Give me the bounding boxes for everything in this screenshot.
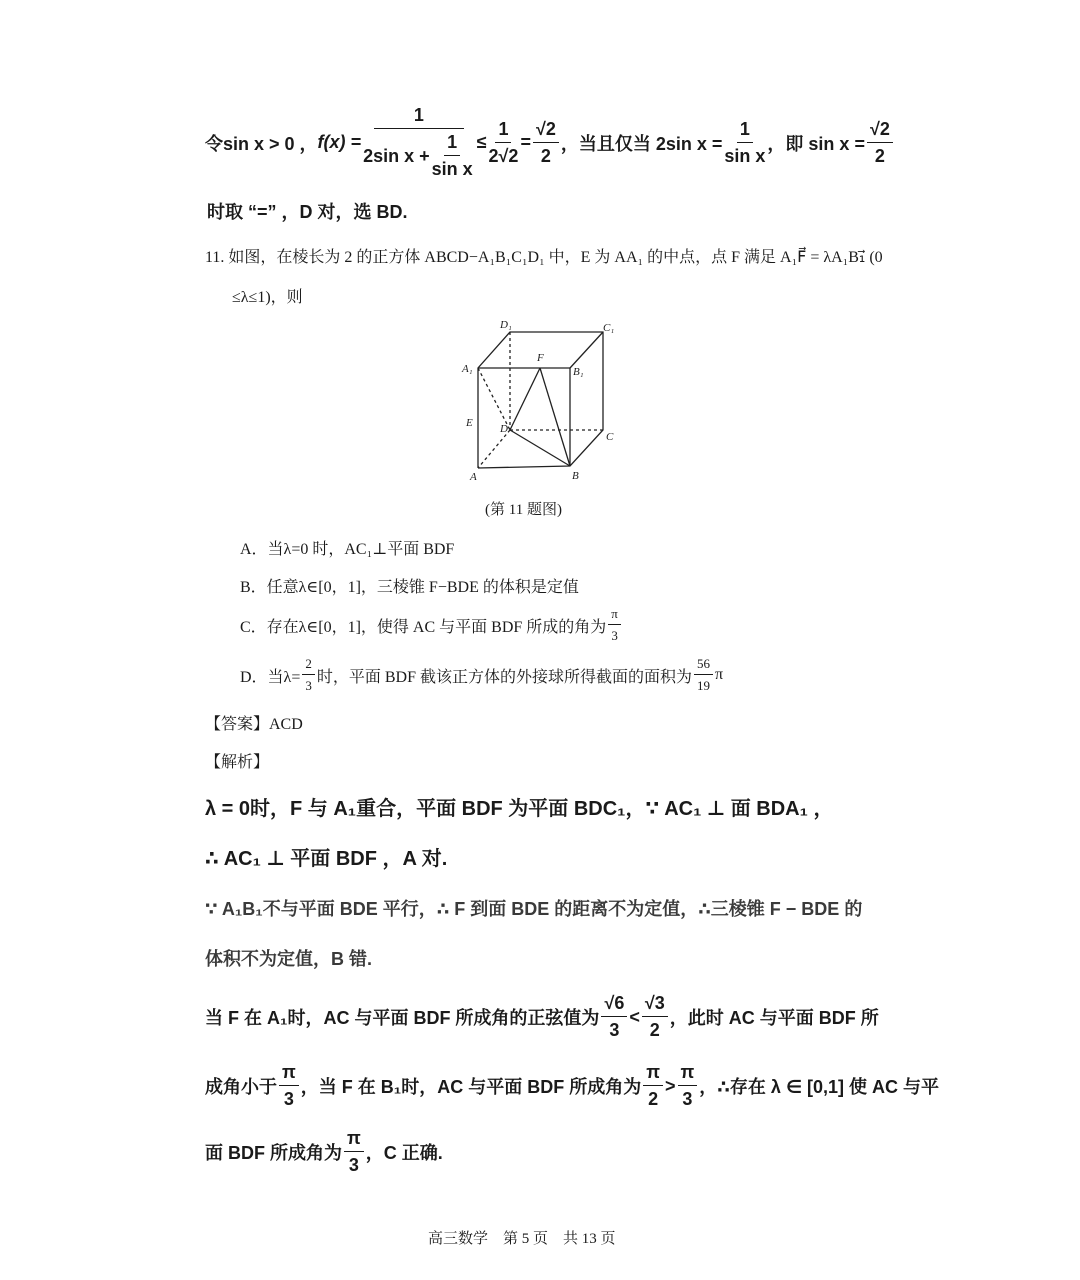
text: π xyxy=(714,666,724,683)
text: D．当λ= xyxy=(240,668,301,686)
answer-label: 【答案】ACD xyxy=(205,716,303,733)
denominator: 3 xyxy=(609,1020,620,1040)
analysis-label: 【解析】 xyxy=(205,754,270,771)
text: ，此时 AC 与平面 BDF 所 xyxy=(669,1008,879,1028)
denominator: 3 xyxy=(611,628,618,643)
numerator: 2 xyxy=(302,656,315,675)
analysis-line-5 xyxy=(205,993,879,1041)
label-C1: C₁ xyxy=(603,322,615,334)
text: f(x) = xyxy=(317,132,362,152)
analysis-line-4: 体积不为定值，B 错. xyxy=(205,949,373,969)
denominator: 2 xyxy=(540,145,551,166)
label-C: C xyxy=(606,431,614,443)
numerator: 1 xyxy=(495,119,511,143)
denominator: 3 xyxy=(305,678,312,693)
figure-caption: (第 11 题图) xyxy=(485,502,562,518)
text: 时，平面 BDF 截该正方体的外接球所得截面的面积为 xyxy=(316,668,692,686)
denominator: sin x xyxy=(431,159,473,179)
denominator: 2sin x + xyxy=(363,145,430,166)
text: C．存在λ∈[0，1]，使得 AC 与平面 BDF 所成的角为 xyxy=(240,618,607,636)
denominator: 2√2 xyxy=(488,145,519,166)
label-F: F xyxy=(537,352,544,364)
label-A1: A₁ xyxy=(462,363,473,375)
text: > xyxy=(665,1075,676,1096)
denominator: 2 xyxy=(648,1089,659,1109)
numerator: √3 xyxy=(642,993,668,1017)
text: ，即 sin x = xyxy=(767,133,865,154)
numerator: 1 xyxy=(737,119,753,143)
text: = xyxy=(520,132,531,152)
text: ，当且仅当 2sin x = xyxy=(560,133,723,154)
solution-line-conclusion: 时取 “=” ，D 对，选 BD. xyxy=(207,202,408,222)
option-b: B．任意λ∈[0，1]，三棱锥 F−BDE 的体积是定值 xyxy=(240,579,579,596)
label-B1: B₁ xyxy=(573,366,584,378)
text: ≤ xyxy=(476,132,487,152)
text: < xyxy=(629,1006,640,1027)
numerator: 1 xyxy=(374,105,464,129)
label-B: B xyxy=(572,470,579,482)
question-stem-cont: ≤λ≤1)，则 xyxy=(232,289,303,306)
label-E: E xyxy=(466,417,473,429)
label-A: A xyxy=(470,471,477,483)
analysis-line-6 xyxy=(205,1062,939,1110)
numerator: √2 xyxy=(867,119,893,143)
numerator: √2 xyxy=(533,119,559,143)
numerator: 56 xyxy=(694,656,713,675)
text: ，∴存在 λ ∈ [0,1] 使 AC 与平 xyxy=(699,1077,939,1097)
option-d xyxy=(240,656,723,694)
denominator: 3 xyxy=(682,1089,693,1109)
analysis-line-7 xyxy=(205,1128,443,1176)
label-D: D xyxy=(500,423,508,435)
denominator: 2 xyxy=(649,1020,660,1040)
denominator: 2 xyxy=(874,145,885,166)
fraction xyxy=(363,105,475,180)
denominator: 19 xyxy=(696,678,710,693)
option-c xyxy=(240,606,623,644)
text: ，C 正确. xyxy=(365,1143,443,1163)
option-a: A．当λ=0 时，AC₁⊥平面 BDF xyxy=(240,541,455,558)
text: 当 F 在 A₁时，AC 与平面 BDF 所成角的正弦值为 xyxy=(205,1008,600,1028)
text: 令sin x > 0 ， xyxy=(205,133,318,154)
denominator: 3 xyxy=(348,1155,359,1175)
numerator: π xyxy=(643,1062,663,1086)
text: ，当 F 在 B₁时，AC 与平面 BDF 所成角为 xyxy=(300,1077,642,1097)
denominator: sin x xyxy=(724,145,766,166)
analysis-line-2: ∴ AC₁ ⊥ 平面 BDF ，A 对. xyxy=(205,848,448,870)
text: 面 BDF 所成角为 xyxy=(205,1143,342,1163)
analysis-line-1: λ = 0时，F 与 A₁重合，平面 BDF 为平面 BDC₁，∵ AC₁ ⊥ 面 BDA₁ ， xyxy=(205,798,834,820)
cube-figure xyxy=(455,315,630,490)
numerator: √6 xyxy=(601,993,627,1017)
numerator: π xyxy=(608,606,621,625)
question-stem: 11. 如图，在棱长为 2 的正方体 ABCD−A₁B₁C₁D₁ 中，E 为 AA₁ 的中点，点 F 满足 A₁F⃗ = λA₁B₁⃗ (0 xyxy=(205,249,883,266)
text: 成角小于 xyxy=(205,1077,277,1097)
numerator: π xyxy=(279,1062,299,1086)
label-D1: D₁ xyxy=(500,319,512,331)
numerator: π xyxy=(344,1128,364,1152)
page-footer: 高三数学 第 5 页 共 13 页 xyxy=(428,1231,616,1247)
numerator: π xyxy=(678,1062,698,1086)
analysis-line-3: ∵ A₁B₁不与平面 BDE 平行，∴ F 到面 BDE 的距离不为定值，∴三棱锥 F − BDE 的 xyxy=(205,899,863,919)
numerator: 1 xyxy=(444,132,460,156)
denominator: 3 xyxy=(283,1089,294,1109)
solution-line-inequality xyxy=(205,105,895,180)
